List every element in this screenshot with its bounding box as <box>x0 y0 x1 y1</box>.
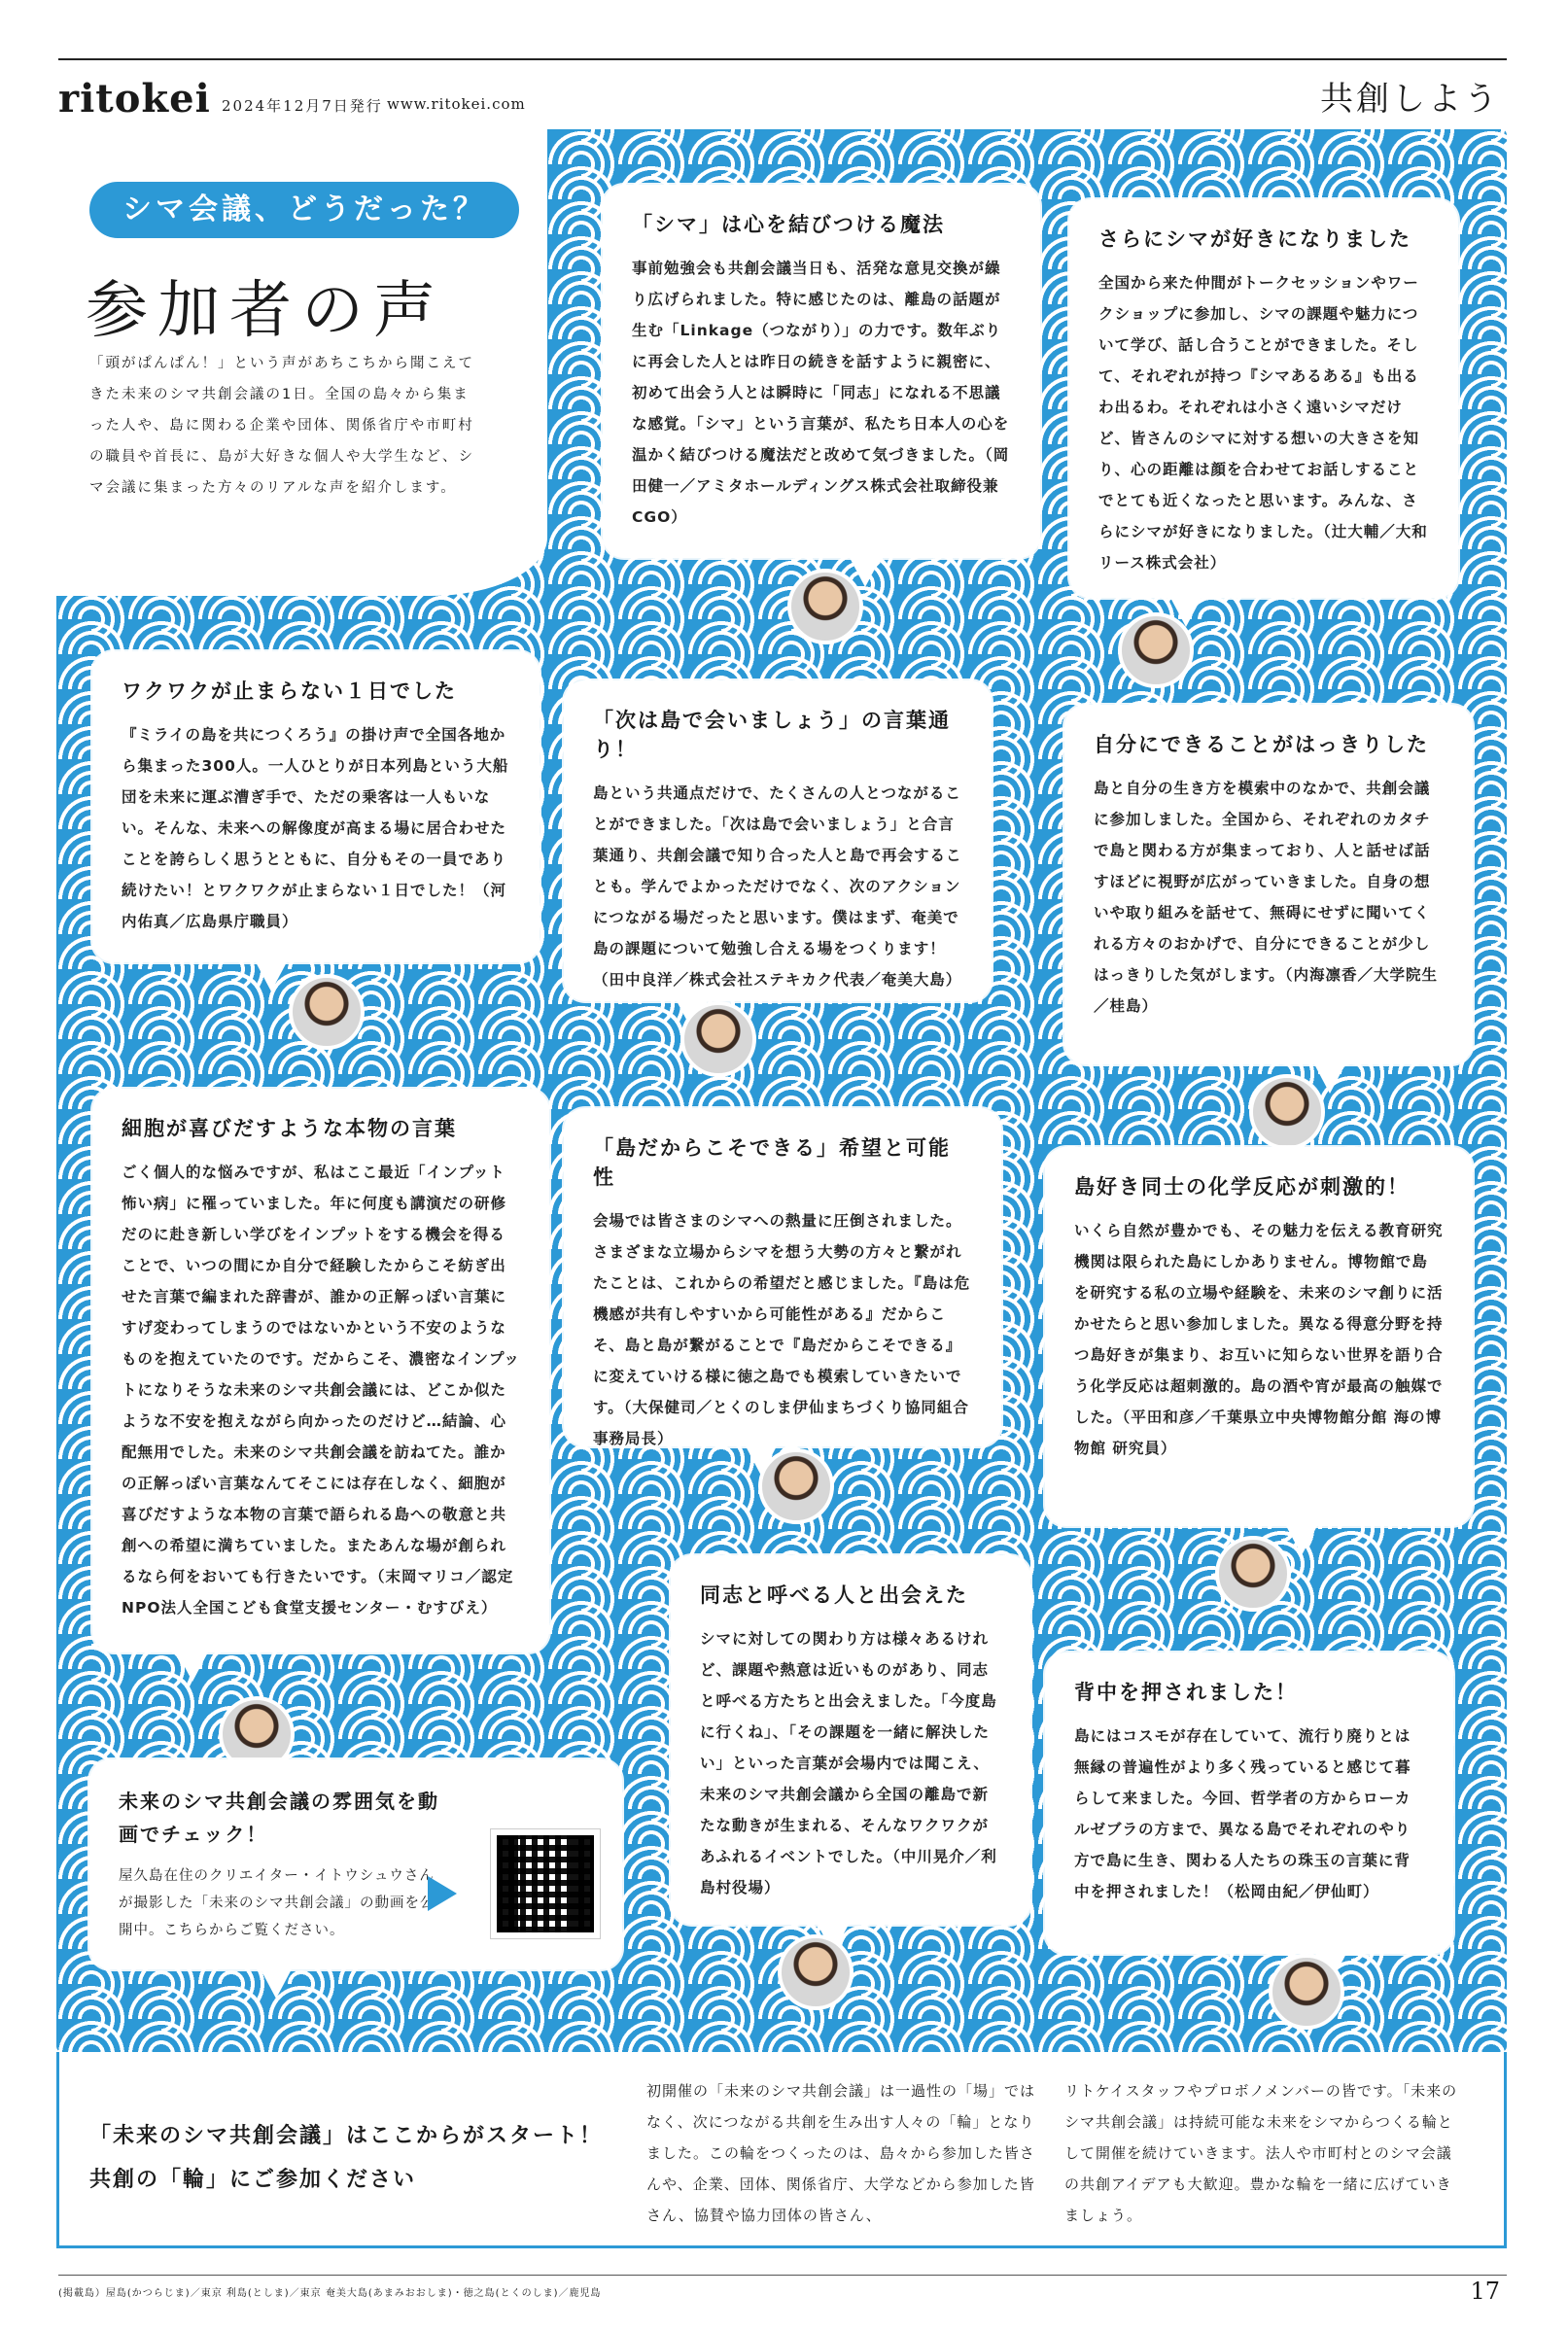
play-icon[interactable] <box>428 1876 457 1911</box>
video-text: 屋久島在住のクリエイター・イトウシュウさんが撮影した「未来のシマ共創会議」の動画を公開中。こちらからご覧ください。 <box>119 1868 436 1938</box>
voice-bubble <box>92 1089 549 1653</box>
bottom-text-col2: リトケイスタッフやプロボノメンバーの皆です。「未来のシマ共創会議」は持続可能な未来をシマからつくる輪として開催を続けていきます。法人や市町村とのシマ会議の共創アイデアも大歓迎。豊かな輪を一緒に広げていきましょう。 <box>1064 2082 1458 2224</box>
intro-text: 「頭がぱんぱん！」という声があちこちから聞こえてきた未来のシマ共創会議の1日。全国の島々から集まった人や、島に関わる企業や団体、関係省庁や市町村の職員や首長に、島が大好きな個人や大学生など、シマ会議に集まった方々のリアルな声を紹介します。 <box>89 356 474 496</box>
voice-text: 事前勉強会も共創会議当日も、活発な意見交換が繰り広げられました。特に感じたのは、離島の話題が生む「Linkage（つながり）」の力です。数年ぶりに再会した人とは昨日の続きを話すように親密に、初めて出会う人とは瞬時に「同志」になれる不思議な感覚。「シマ」という言葉が、私たち日本人の心を温かく結びつける魔法だと改めて気づきました。（岡田健一／アミタホールディングス株式会社取締役兼CGO） <box>632 260 1010 526</box>
issue-date: 2024年12月7日発行 <box>222 97 383 115</box>
voice-text: シマに対しての関わり方は様々あるけれど、課題や熱意は近いものがあり、同志と呼べる方たちと出会えました。「今度島に行くね」、「その課題を一緒に解決したい」といった言葉が会場内では聞こえ、未来のシマ共創会議から全国の離島で新たな動きが生まれる、そんなワクワクがあふれるイベントでした。（中川晃介／利島村役場） <box>700 1630 997 1896</box>
top-rule <box>58 58 1507 60</box>
logo: ritokei <box>58 76 211 122</box>
avatar <box>1215 1536 1291 1612</box>
voice-text: いくら自然が豊かでも、その魅力を伝える教育研究機関は限られた島にしかありません。博物館で島を研究する私の立場や経験を、未来のシマ創りに活かせたらと思い参加しました。異なる得意分野を持つ島好きが集まり、お互いに知らない世界を語り合う化学反応は超刺激的。島の酒や宵が最高の触媒でした。（平田和彦／千葉県立中央博物館分館 海の博物館 研究員） <box>1074 1222 1444 1457</box>
voice-bubble <box>1045 1147 1473 1526</box>
voice-title: 「シマ」は心を結びつける魔法 <box>632 213 945 236</box>
page-number: 17 <box>1470 2278 1500 2305</box>
avatar <box>758 1448 834 1524</box>
voice-title: 同志と呼べる人と出会えた <box>700 1583 968 1607</box>
avatar <box>787 569 863 644</box>
voice-text: 島にはコスモが存在していて、流行り廃りとは無縁の普遍性がより多く残っていると感じて暮らして来ました。今回、哲学者の方からローカルゼブラの方まで、異なる島でそれぞれのやり方で島に生き、関わる人たちの珠玉の言葉に背中を押されました！（松岡由紀／伊仙町） <box>1074 1727 1411 1900</box>
bottom-heading: 「未来のシマ共創会議」はここからがスタート！ <box>89 2124 604 2148</box>
avatar <box>680 1001 756 1077</box>
intro-pill: シマ会議、どうだった？ <box>89 182 519 238</box>
avatar <box>1269 1954 1344 2030</box>
voice-title: 自分にできることがはっきりした <box>1094 733 1429 756</box>
avatar <box>1249 1074 1325 1150</box>
avatar <box>1118 612 1194 688</box>
voice-title: 「次は島で会いましょう」の言葉通り！ <box>593 709 951 761</box>
bottom-text-col1: 初開催の「未来のシマ共創会議」は一過性の「場」ではなく、次につながる共創を生み出す人々の「輪」となりました。この輪をつくったのは、島々から参加した皆さんや、企業、団体、関係省庁、大学などから参加した皆さん、協賛や協力団体の皆さん、 <box>646 2082 1036 2224</box>
voice-title: 細胞が喜びだすような本物の言葉 <box>122 1117 457 1140</box>
voice-bubble <box>671 1555 1030 1925</box>
avatar <box>778 1934 854 2010</box>
voice-bubble <box>564 1108 1001 1446</box>
voice-text: 会場では皆さまのシマへの熱量に圧倒されました。さまざまな立場からシマを想う大勢の方々と繋がれたことは、これからの希望だと感じました。『島は危機感が共有しやすいから可能性がある』だからこそ、島と島が繋がることで『島だからこそできる』に変えていける様に徳之島でも模索していきたいです。（大保健司／とくのしま伊仙まちづくり協同組合 事務局長） <box>593 1212 971 1447</box>
voice-bubble <box>1064 705 1473 1064</box>
voice-bubble <box>92 651 540 962</box>
footer-rule <box>58 2275 1507 2276</box>
page-title: 参加者の声 <box>86 275 445 347</box>
voice-bubble <box>1045 1653 1453 1954</box>
video-title: 未来のシマ共創会議の雰囲気を動画でチェック！ <box>119 1790 439 1846</box>
voice-title: さらにシマが好きになりました <box>1098 227 1411 251</box>
voice-text: ごく個人的な悩みですが、私はここ最近「インプット怖い病」に罹っていました。年に何度も講演だの研修だのに赴き新しい学びをインプットをする機会を得ることで、いつの間にか自分で経験したからこそ紡ぎ出せた言葉で編まれた辞書が、誰かの正解っぽい言葉にすげ変わってしまうのではないかという不安のようなものを抱えていたのです。だからこそ、濃密なインプットになりそうな未来のシマ共創会議には、どこか似たような不安を抱えながら向かったのだけど…結論、心配無用でした。未来のシマ共創会議を訪ねてた。誰かの正解っぽい言葉なんてそこには存在しなく、細胞が喜びだすような本物の言葉で語られる島への敬意と共創への希望に満ちていました。またあんな場が創られるなら何をおいても行きたいです。（末岡マリコ／認定NPO法人全国こども食堂支援センター・むすびえ） <box>122 1164 520 1617</box>
bottom-subheading: 共創の「輪」にご参加ください <box>89 2168 417 2192</box>
voice-text: 全国から来た仲間がトークセッションやワークショップに参加し、シマの課題や魅力について学び、話し合うことができました。そして、それぞれが持つ『シマあるある』も出るわ出るわ。それぞれは小さく遠いシマだけど、皆さんのシマに対する想いの大きさを知り、心の距離は顔を合わせてお話しすることでとても近くなったと思います。みんな、さらにシマが好きになりました。（辻大輔／大和リース株式会社） <box>1098 274 1428 572</box>
voice-title: 島好き同士の化学反応が刺激的！ <box>1074 1175 1410 1199</box>
footnote: (掲載島）屋島(かつらじま)／東京 利島(としま)／東京 奄美大島(あまみおおしま)・徳之島(とくのしま)／鹿児島 <box>58 2288 602 2299</box>
voice-title: 背中を押されました！ <box>1074 1681 1298 1704</box>
section-title: 共創しよう <box>1320 80 1500 119</box>
voice-bubble <box>564 680 992 1001</box>
voice-text: 島と自分の生き方を模索中のなかで、共創会議に参加しました。全国から、それぞれのカタチで島と関わる方が集まっており、人と話せば話すほどに視野が広がっていきました。自身の想いや取り組みを話せて、無碍にせずに聞いてくれる方々のおかげで、自分にできることが少しはっきりした気がします。（内海凛香／大学院生／桂島） <box>1094 780 1439 1015</box>
avatar <box>289 974 365 1050</box>
website-link[interactable]: www.ritokei.com <box>387 95 526 113</box>
voice-bubble <box>603 185 1040 558</box>
voice-title: 「島だからこそできる」希望と可能性 <box>593 1136 951 1189</box>
qr-code[interactable] <box>491 1829 600 1938</box>
voice-text: 島という共通点だけで、たくさんの人とつながることができました。「次は島で会いましょう」と合言葉通り、共創会議で知り合った人と島で再会することも。学んでよかっただけでなく、次のアクションにつながる場だったと思います。僕はまず、奄美で島の課題について勉強し合える場をつくります！（田中良洋／株式会社ステキカク代表／奄美大島） <box>593 784 962 989</box>
voice-text: 『ミライの島を共につくろう』の掛け声で全国各地から集まった300人。一人ひとりが日本列島という大船団を未来に運ぶ漕ぎ手で、ただの乗客は一人もいない。そんな、未来への解像度が高まる場に居合わせたことを誇らしく思うとともに、自分もその一員であり続けたい！とワクワクが止まらない１日でした！（河内佑真／広島県庁職員） <box>122 726 509 930</box>
voice-title: ワクワクが止まらない１日でした <box>122 679 457 703</box>
voice-bubble <box>1069 199 1458 598</box>
